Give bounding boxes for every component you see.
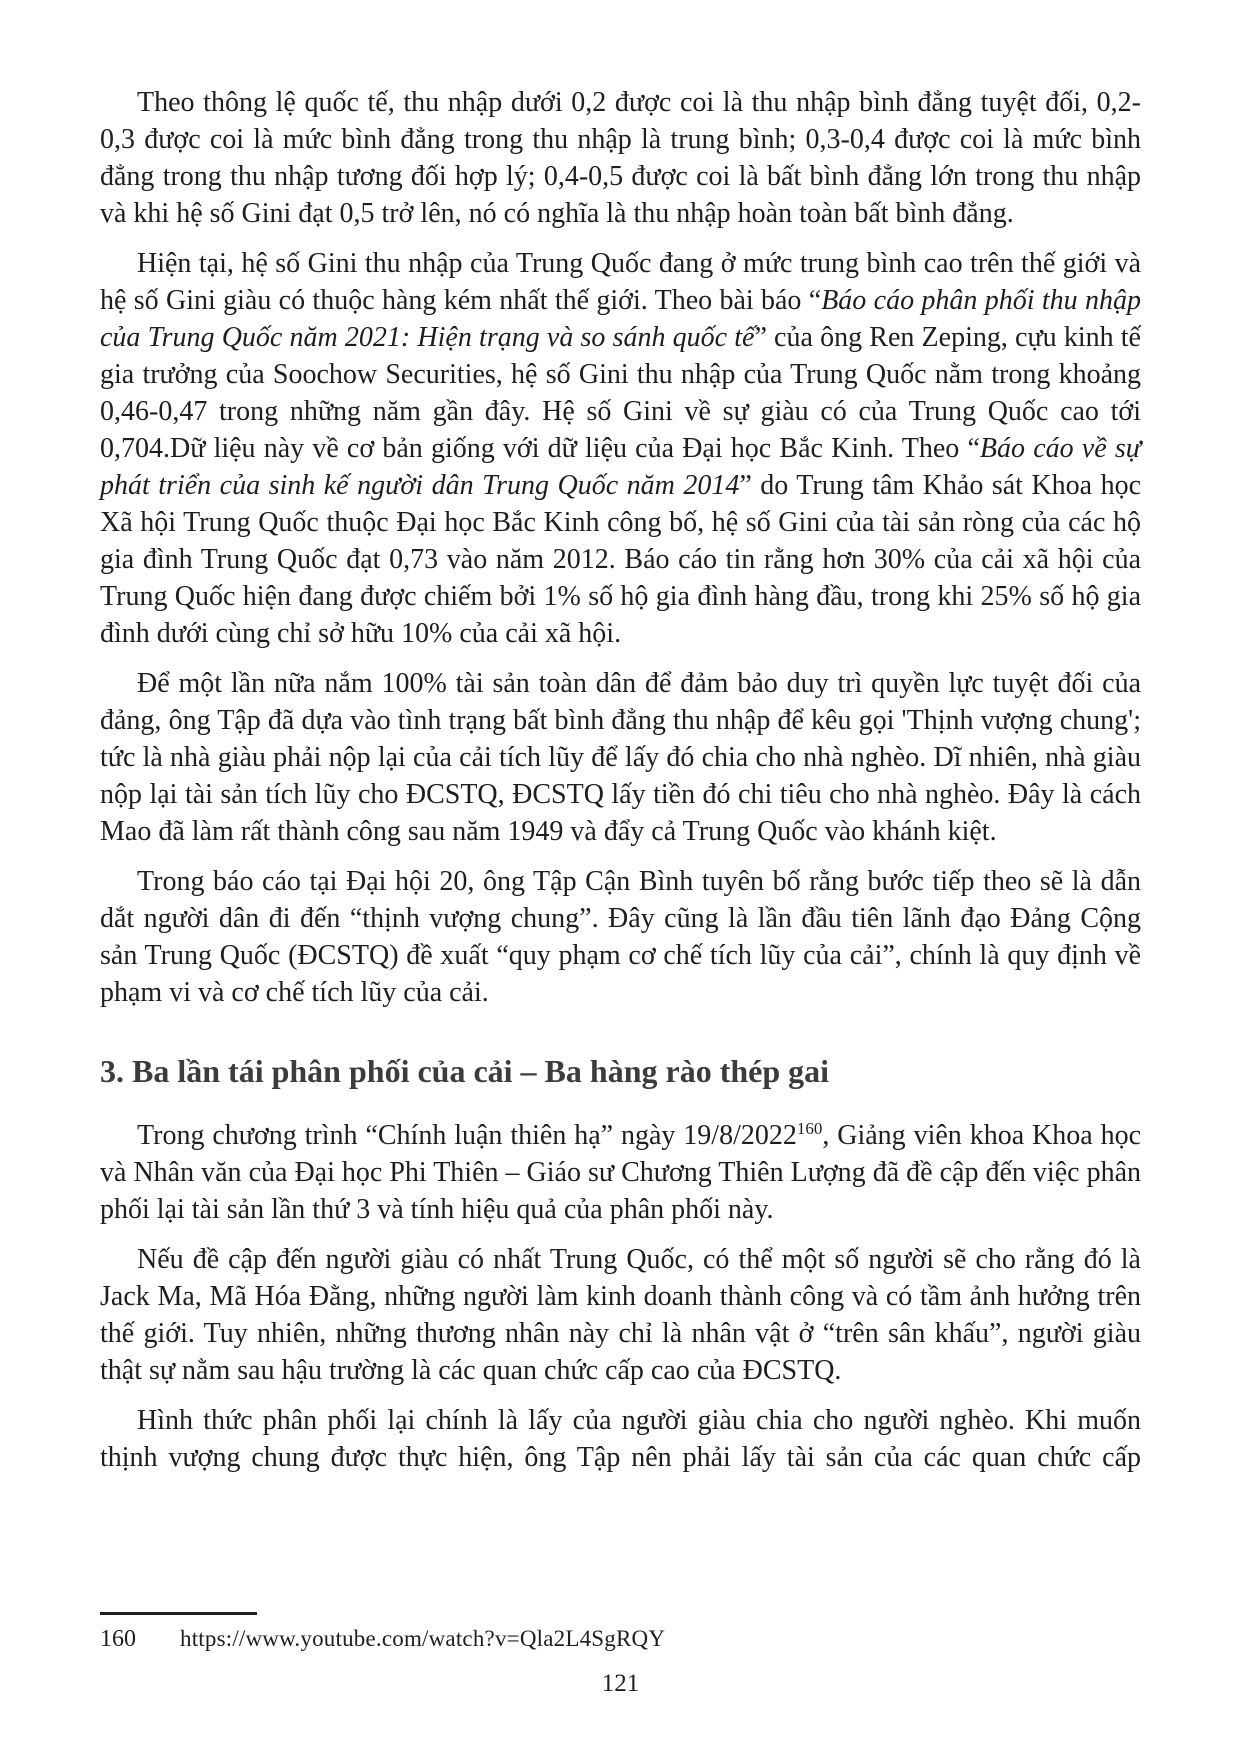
paragraph-text: Hiện tại, hệ số Gini thu nhập của Trung Quốc đang ở mức trung bình cao trên thế giới và hệ số Gini giàu có thuộc hàng kém nhất thế giới. Theo bài báo “ [100, 248, 1141, 316]
paragraph-text: Theo thông lệ quốc tế, thu nhập dưới 0,2 được coi là thu nhập bình đẳng tuyệt đối, 0,2-0,3 được coi là mức bình đẳng trong thu nhập là trung bình; 0,3-0,4 được coi là mức bình đẳng trong thu nhập tương đối hợp lý; 0,4-0,5 được coi là bất bình đẳng lớn trong thu nhập và khi hệ số Gini đạt 0,5 trở lên, nó có nghĩa là thu nhập hoàn toàn bất bình đẳng. [100, 87, 1141, 229]
cited-report-title: Báo cáo phân phối thu nhập của Trung Quốc năm 2021: Hiện trạng và so sánh quốc tế [100, 285, 1141, 353]
paragraph-text: ” của ông Ren Zeping, cựu kinh tế gia trưởng của Soochow Securities, hệ số Gini thu nhập của Trung Quốc nằm trong khoảng 0,46-0,47 trong những năm gần đây. Hệ số Gini về sự giàu có của Trung Quốc cao tới 0,704.Dữ liệu này về cơ bản giống với dữ liệu của Đại học Bắc Kinh. Theo “ [100, 322, 1141, 464]
section-heading: 3. Ba lần tái phân phối của cải – Ba hàng rào thép gai [100, 1053, 830, 1089]
footnote-area [100, 1612, 1141, 1653]
paragraph-text: Để một lần nữa nắm 100% tài sản toàn dân để đảm bảo duy trì quyền lực tuyệt đối của đảng, ông Tập đã dựa vào tình trạng bất bình đẳng thu nhập để kêu gọi 'Thịnh vượng chung'; tức là nhà giàu phải nộp lại của cải tích lũy để lấy đó chia cho nhà nghèo. Dĩ nhiên, nhà giàu nộp lại tài sản tích lũy cho ĐCSTQ, ĐCSTQ lấy tiền đó chi tiêu cho nhà nghèo. Đây là cách Mao đã làm rất thành công sau năm 1949 và đẩy cả Trung Quốc vào khánh kiệt. [100, 668, 1141, 847]
paragraph-7 [100, 1402, 1141, 1476]
footnote-number: 160 [100, 1626, 136, 1652]
cited-report-title: Báo cáo về sự phát triển của sinh kế người dân Trung Quốc năm 2014 [100, 433, 1141, 501]
paragraph-text: Hình thức phân phối lại chính là lấy của người giàu chia cho người nghèo. Khi muốn thịnh vượng chung được thực hiện, ông Tập nên phải lấy tài sản của các quan chức cấp [100, 1405, 1141, 1473]
paragraph-text: Nếu đề cập đến người giàu có nhất Trung Quốc, có thể một số người sẽ cho rằng đó là Jack Ma, Mã Hóa Đằng, những người làm kinh doanh thành công và có tầm ảnh hưởng trên thế giới. Tuy nhiên, những thương nhân này chỉ là nhân vật ở “trên sân khấu”, người giàu thật sự nằm sau hậu trường là các quan chức cấp cao của ĐCSTQ. [100, 1244, 1141, 1386]
footnote-row [100, 1626, 1141, 1653]
page-number: 121 [601, 1670, 640, 1697]
paragraph-3 [100, 665, 1141, 850]
paragraph-text: Trong chương trình “Chính luận thiên hạ” ngày 19/8/2022 [137, 1120, 797, 1151]
paragraph-6 [100, 1241, 1141, 1389]
paragraph-4 [100, 863, 1141, 1011]
paragraph-1 [100, 84, 1141, 232]
footnote-url: https://www.youtube.com/watch?v=Qla2L4SgRQY [180, 1626, 666, 1651]
page-text-block [100, 84, 1141, 1476]
paragraph-text: Trong báo cáo tại Đại hội 20, ông Tập Cận Bình tuyên bố rằng bước tiếp theo sẽ là dẫn dắt người dân đi đến “thịnh vượng chung”. Đây cũng là lần đầu tiên lãnh đạo Đảng Cộng sản Trung Quốc (ĐCSTQ) đề xuất “quy phạm cơ chế tích lũy của cải”, chính là quy định về phạm vi và cơ chế tích lũy của cải. [100, 866, 1141, 1008]
paragraph-text: , Giảng viên khoa Khoa học và Nhân văn của Đại học Phi Thiên – Giáo sư Chương Thiên Lượng đã đề cập đến việc phân phối lại tài sản lần thứ 3 và tính hiệu quả của phân phối này. [100, 1120, 1141, 1225]
paragraph-2 [100, 245, 1141, 652]
paragraph-5 [100, 1117, 1141, 1228]
footnote-separator [100, 1612, 257, 1615]
footnote-reference-superscript: 160 [796, 1119, 823, 1138]
paragraph-text: ” do Trung tâm Khảo sát Khoa học Xã hội Trung Quốc thuộc Đại học Bắc Kinh công bố, hệ số Gini của tài sản ròng của các hộ gia đình Trung Quốc đạt 0,73 vào năm 2012. Báo cáo tin rằng hơn 30% của cải xã hội của Trung Quốc hiện đang được chiếm bởi 1% số hộ gia đình hàng đầu, trong khi 25% số hộ gia đình dưới cùng chỉ sở hữu 10% của cải xã hội. [100, 470, 1141, 649]
